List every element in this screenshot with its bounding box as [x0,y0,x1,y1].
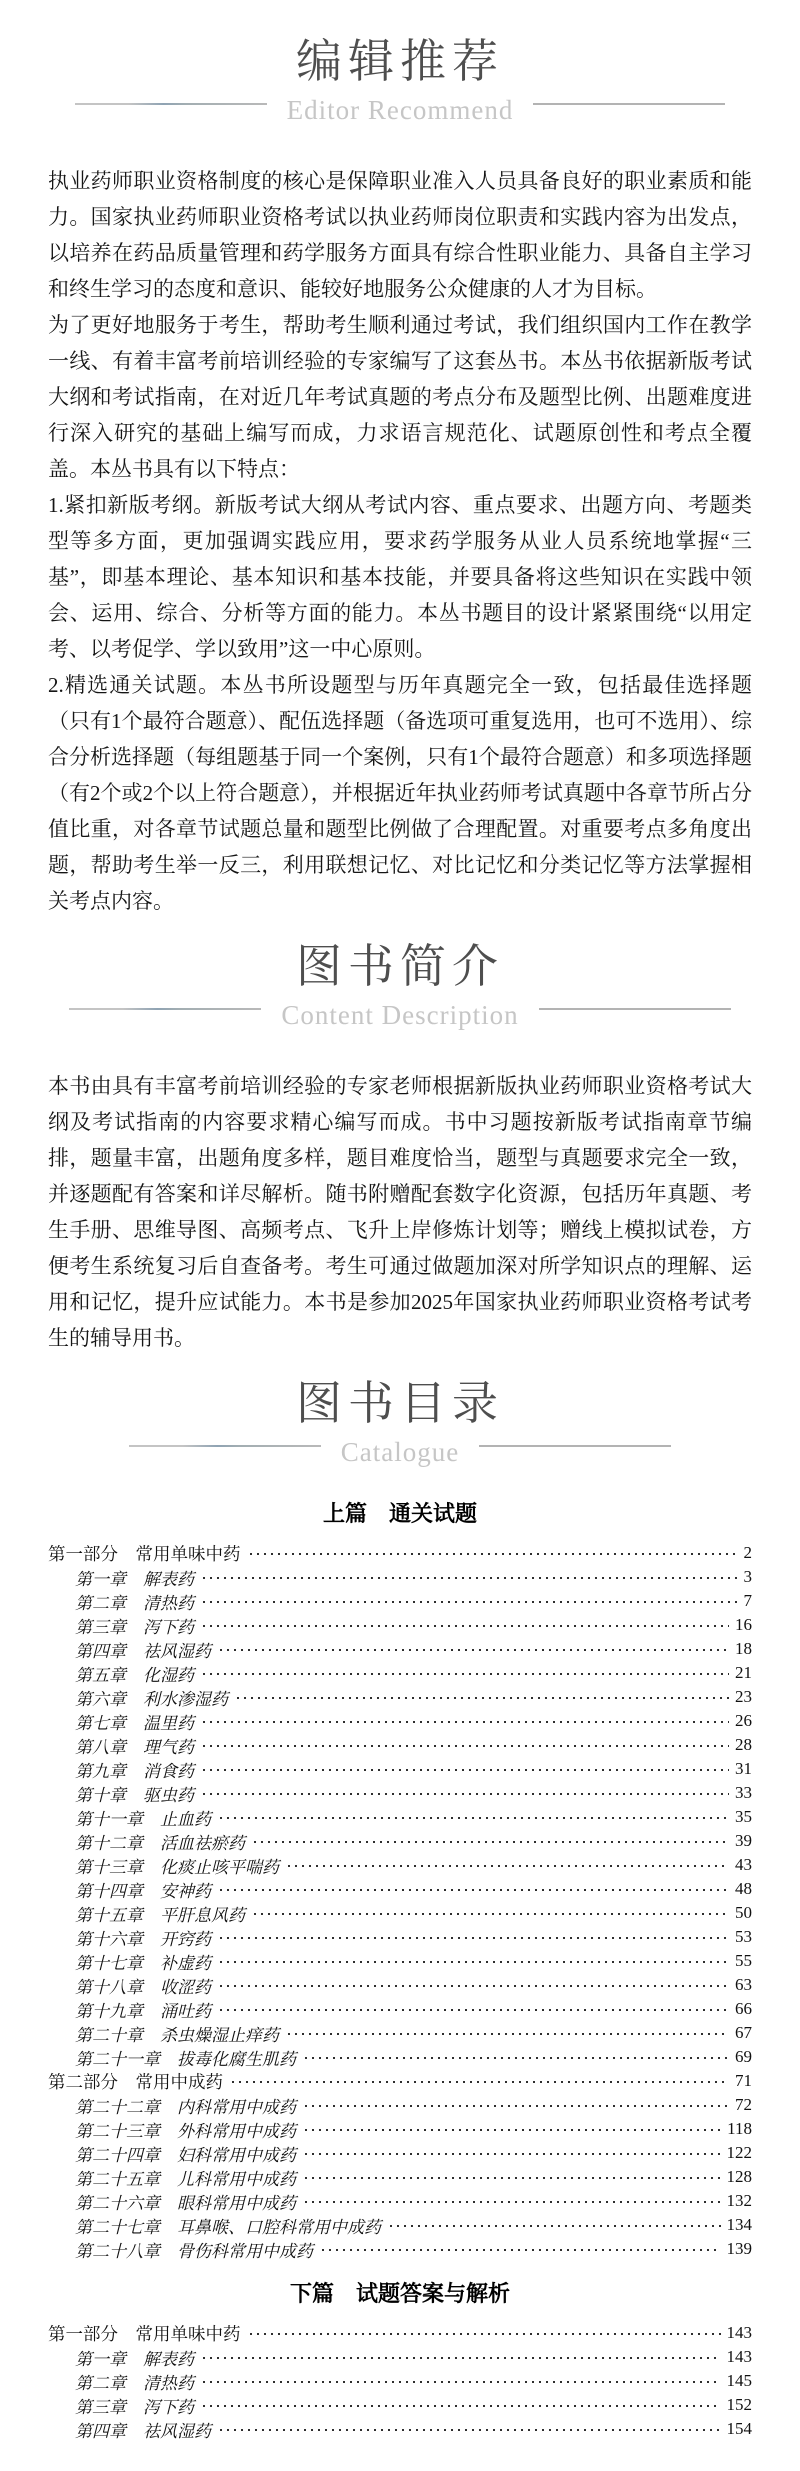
toc-page-number: 66 [735,1999,752,2018]
toc-entry [48,1877,752,1901]
toc-entry-label: 第五章 化湿药 [75,1665,194,1685]
toc-entry [48,1541,752,1565]
toc-entry [48,1565,752,1589]
toc-entry [48,2237,752,2261]
toc-dot-leader [220,2429,721,2431]
divider-line-left [69,1008,261,1010]
toc-dot-leader [250,2333,721,2335]
toc-entry [48,2189,752,2213]
toc-page-number: 134 [726,2215,752,2234]
divider-line-right [539,1008,731,1010]
toc-entry-label: 第十八章 收涩药 [75,1977,211,1997]
toc-entry [48,1925,752,1949]
toc-page-number: 21 [735,1663,752,1682]
toc-page-number: 26 [735,1711,752,1730]
toc-page-number: 48 [735,1879,752,1898]
toc-entry [48,2321,752,2345]
toc-page-number: 18 [735,1639,752,1658]
toc-dot-leader [305,2129,721,2131]
toc-entry [48,2165,752,2189]
toc-entry [48,2021,752,2045]
editor-recommend-subtitle-row [48,91,752,141]
section-catalogue [48,1376,752,2441]
toc-dot-leader [237,1697,729,1699]
editor-recommend-title: 编辑推荐 [296,35,504,87]
toc-page-number: 118 [727,2119,752,2138]
paragraph: 执业药师职业资格制度的核心是保障职业准入人员具备良好的职业素质和能力。国家执业药师职业资格考试以执业药师岗位职责和实践内容为出发点，以培养在药品质量管理和药学服务方面具有综合性职业能力、具备自主学习和终生学习的态度和意识、能较好地服务公众健康的人才为目标。 [48,169,752,301]
toc-entry-label: 第二十三章 外科常用中成药 [75,2121,296,2141]
toc-entry-label: 第二十六章 眼科常用中成药 [75,2193,296,2213]
toc-dot-leader [220,2009,729,2011]
toc-entry-label: 第一部分 常用单味中药 [48,2323,241,2344]
toc-dot-leader [220,1961,729,1963]
toc-dot-leader [220,1889,729,1891]
toc-page-number: 53 [735,1927,752,1946]
toc-dot-leader [390,2225,721,2227]
section-editor-recommend [48,34,752,919]
toc-entry [48,1781,752,1805]
toc-dot-leader [305,2057,729,2059]
toc-page-number: 139 [726,2239,752,2258]
toc-page-number: 39 [735,1831,752,1850]
toc-entry-label: 第一章 解表药 [75,2349,194,2369]
toc-entry [48,1757,752,1781]
content-description-subtitle: Content Description [281,1000,519,1030]
toc-entry [48,1949,752,1973]
toc-page-number: 128 [726,2167,752,2186]
toc-entry-label: 第三章 泻下药 [75,1617,194,1637]
toc-page-number: 31 [735,1759,752,1778]
toc-entry [48,1997,752,2021]
toc-dot-leader [305,2201,721,2203]
toc-entry-label: 第十二章 活血祛瘀药 [75,1833,245,1853]
toc-page-number: 43 [735,1855,752,1874]
toc-entry-label: 第十六章 开窍药 [75,1929,211,1949]
toc-dot-leader [203,1745,729,1747]
toc-entry-label: 第二十七章 耳鼻喉、口腔科常用中成药 [75,2217,381,2237]
toc-entry-label: 第十章 驱虫药 [75,1785,194,1805]
toc-dot-leader [305,2105,729,2107]
toc-entry [48,1589,752,1613]
toc-entry [48,1901,752,1925]
toc-page-number: 152 [726,2395,752,2414]
toc-dot-leader [203,1793,729,1795]
toc-dot-leader [232,2081,729,2083]
toc-dot-leader [288,1865,729,1867]
toc-dot-leader [250,1553,738,1555]
catalogue-title: 图书目录 [296,1377,504,1429]
toc-page-number: 122 [726,2143,752,2162]
toc-entry-label: 第四章 祛风湿药 [75,2421,211,2441]
toc-entry [48,1805,752,1829]
toc-dot-leader [322,2249,721,2251]
toc-dot-leader [203,1721,729,1723]
toc-page-number: 132 [726,2191,752,2210]
toc-entry [48,2417,752,2441]
toc-dot-leader [220,1985,729,1987]
toc-dot-leader [203,1769,729,1771]
toc-entry [48,1709,752,1733]
toc-dot-leader [203,1625,729,1627]
toc-entry-label: 第一部分 常用单味中药 [48,1543,241,1564]
toc-entry-label: 第四章 祛风湿药 [75,1641,211,1661]
toc-page-number: 72 [735,2095,752,2114]
toc-dot-leader [203,1673,729,1675]
toc-dot-leader [203,2405,721,2407]
toc-entry-label: 第二十四章 妇科常用中成药 [75,2145,296,2165]
toc-entry [48,1613,752,1637]
toc-page-number: 55 [735,1951,752,1970]
catalogue-subtitle: Catalogue [340,1437,460,1467]
toc-entry [48,2045,752,2069]
toc-page-number: 7 [743,1591,752,1610]
toc-page-number: 154 [726,2419,752,2438]
toc-dot-leader [220,1817,729,1819]
toc-page-number: 143 [726,2347,752,2366]
toc-entry-label: 第十九章 涌吐药 [75,2001,211,2021]
toc-entry [48,1733,752,1757]
toc-entry-label: 第七章 温里药 [75,1713,194,1733]
toc-entry [48,1829,752,1853]
toc-page-number: 67 [735,2023,752,2042]
content-description-subtitle-row [48,996,752,1046]
toc-page-number: 35 [735,1807,752,1826]
divider-line-right [479,1445,671,1447]
toc-entry-label: 第一章 解表药 [75,1569,194,1589]
toc-entry [48,2213,752,2237]
toc-entry-label: 第二十五章 儿科常用中成药 [75,2169,296,2189]
toc-entry-label: 第二章 清热药 [75,1593,194,1613]
toc-page-number: 33 [735,1783,752,1802]
divider-line-left [129,1445,321,1447]
toc-page-number: 143 [726,2323,752,2342]
toc-page-number: 63 [735,1975,752,1994]
toc-entry [48,1685,752,1709]
toc-page-number: 16 [735,1615,752,1634]
content-description-text [48,1068,752,1356]
toc-entry-label: 第二章 清热药 [75,2373,194,2393]
toc-page-number: 71 [735,2071,752,2090]
paragraph: 2.精选通关试题。本丛书所设题型与历年真题完全一致，包括最佳选择题（只有1个最符合题意）、配伍选择题（备选项可重复选用，也可不选用）、综合分析选择题（每组题基于同一个案例，只有1个最符合题意）和多项选择题（有2个或2个以上符合题意），并根据近年执业药师考试真题中各章节所占分值比重，对各章节试题总量和题型比例做了合理配置。对重要考点多角度出题，帮助考生举一反三，利用联想记忆、对比记忆和分类记忆等方法掌握相关考点内容。 [48,673,752,913]
toc-entry-label: 第十五章 平肝息风药 [75,1905,245,1925]
toc-entry [48,2393,752,2417]
section-content-description [48,939,752,1356]
toc-page-number: 2 [743,1543,752,1562]
divider-line-right [533,103,725,105]
toc-entry-label: 第二十章 杀虫燥湿止痒药 [75,2025,279,2045]
toc-entry-label: 第二部分 常用中成药 [48,2071,223,2092]
toc-entry-label: 第三章 泻下药 [75,2397,194,2417]
toc-dot-leader [203,1577,738,1579]
toc-entry [48,2093,752,2117]
toc-page-number: 3 [743,1567,752,1586]
toc-entry-label: 第十七章 补虚药 [75,1953,211,1973]
toc-dot-leader [305,2153,721,2155]
editor-recommend-subtitle: Editor Recommend [286,95,514,125]
toc-entry-label: 第二十二章 内科常用中成药 [75,2097,296,2117]
toc-dot-leader [203,2357,721,2359]
paragraph: 1.紧扣新版考纲。新版考试大纲从考试内容、重点要求、出题方向、考题类型等多方面，更加强调实践应用，要求药学服务从业人员系统地掌握“三基”，即基本理论、基本知识和基本技能，并要具备将这些知识在实践中领会、运用、综合、分析等方面的能力。本丛书题目的设计紧紧围绕“以用定考、以考促学、学以致用”这一中心原则。 [48,493,752,661]
toc-entry-label: 第二十八章 骨伤科常用中成药 [75,2241,313,2261]
toc-page-number: 69 [735,2047,752,2066]
paragraph: 为了更好地服务于考生，帮助考生顺利通过考试，我们组织国内工作在教学一线、有着丰富考前培训经验的专家编写了这套丛书。本丛书依据新版考试大纲和考试指南，在对近几年考试真题的考点分布及题型比例、出题难度进行深入研究的基础上编写而成，力求语言规范化、试题原创性和考点全覆盖。本丛书具有以下特点： [48,313,752,481]
toc-entry [48,1973,752,1997]
toc-entry [48,2141,752,2165]
toc-page-number: 28 [735,1735,752,1754]
toc-page-number: 145 [726,2371,752,2390]
divider-line-left [75,103,267,105]
toc-entry-label: 第六章 利水渗湿药 [75,1689,228,1709]
toc-dot-leader [220,1937,729,1939]
toc-entry-label: 第十四章 安神药 [75,1881,211,1901]
toc-dot-leader [220,1649,729,1651]
toc-entry [48,1853,752,1877]
toc-entry [48,1661,752,1685]
toc-entry [48,2069,752,2093]
paragraph: 本书由具有丰富考前培训经验的专家老师根据新版执业药师职业资格考试大纲及考试指南的内容要求精心编写而成。书中习题按新版考试指南章节编排，题量丰富，出题角度多样，题目难度恰当，题型与真题要求完全一致，并逐题配有答案和详尽解析。随书附赠配套数字化资源，包括历年真题、考生手册、思维导图、高频考点、飞升上岸修炼计划等；赠线上模拟试卷，方便考生系统复习后自查备考。考生可通过做题加深对所学知识点的理解、运用和记忆，提升应试能力。本书是参加2025年国家执业药师职业资格考试考生的辅导用书。 [48,1074,752,1350]
toc-entry [48,2369,752,2393]
toc-page-number: 23 [735,1687,752,1706]
toc-entry [48,2117,752,2141]
toc-dot-leader [288,2033,729,2035]
toc-entry-label: 第八章 理气药 [75,1737,194,1757]
catalogue-subtitle-row [48,1433,752,1483]
table-of-contents [48,1499,752,2441]
toc-part-header: 上篇 通关试题 [322,1501,477,1526]
toc-page-number: 50 [735,1903,752,1922]
content-description-title: 图书简介 [296,940,504,992]
toc-dot-leader [305,2177,721,2179]
toc-dot-leader [203,2381,721,2383]
toc-part-header: 下篇 试题答案与解析 [289,2281,510,2306]
toc-dot-leader [203,1601,738,1603]
toc-entry-label: 第二十一章 拔毒化腐生肌药 [75,2049,296,2069]
editor-recommend-text [48,163,752,919]
toc-entry-label: 第九章 消食药 [75,1761,194,1781]
toc-dot-leader [254,1841,729,1843]
toc-entry [48,2345,752,2369]
toc-dot-leader [254,1913,729,1915]
toc-entry [48,1637,752,1661]
toc-entry-label: 第十三章 化痰止咳平喘药 [75,1857,279,1877]
toc-entry-label: 第十一章 止血药 [75,1809,211,1829]
